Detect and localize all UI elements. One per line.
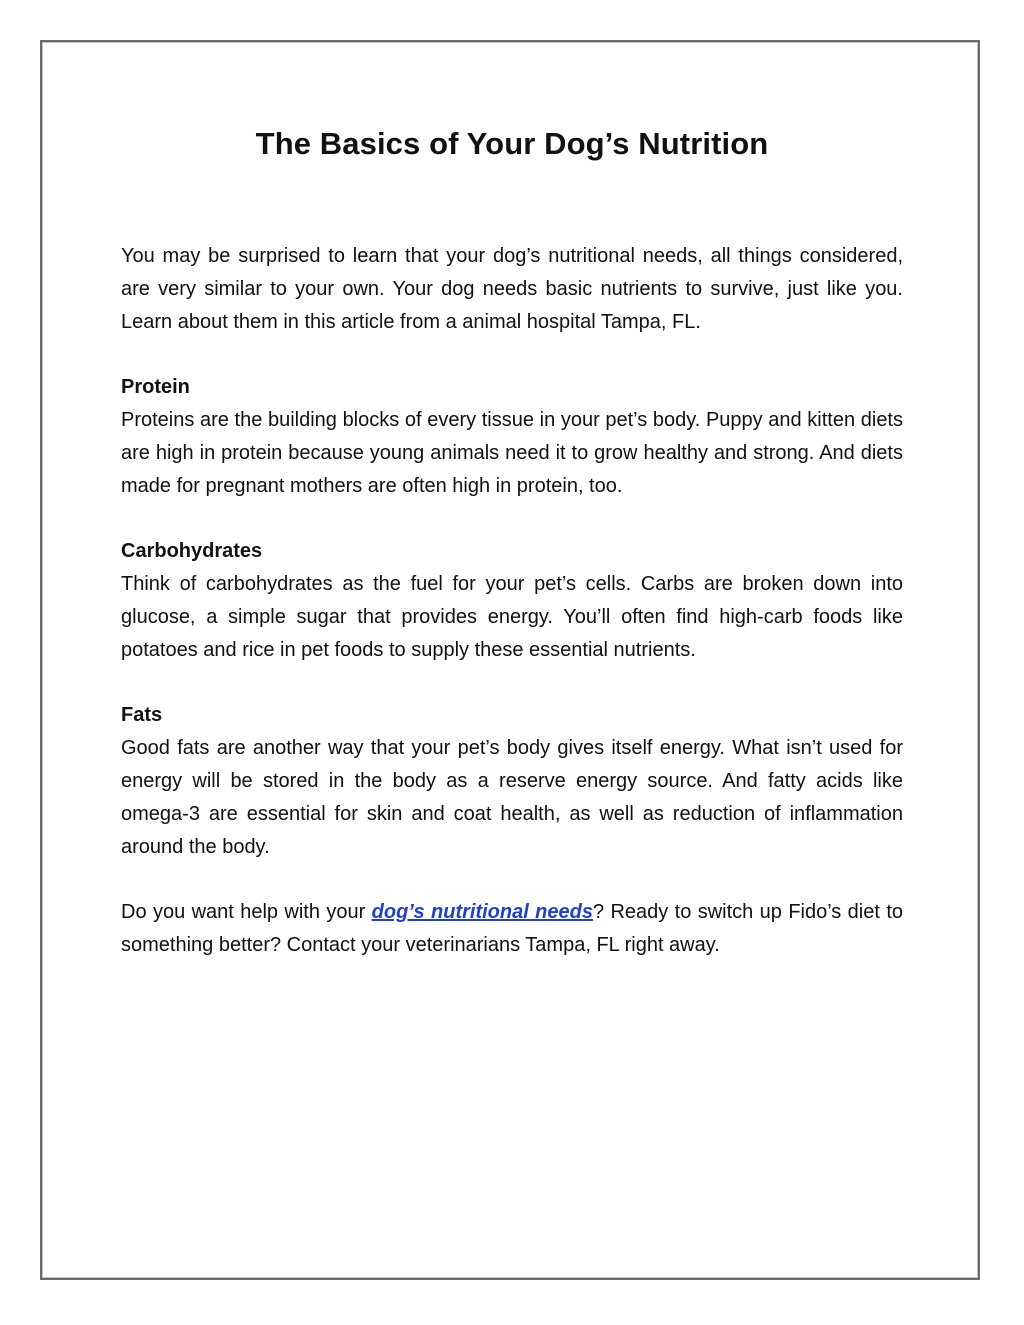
nutritional-needs-link[interactable]: dog’s nutritional needs xyxy=(371,901,593,923)
intro-paragraph: You may be surprised to learn that your dog’s nutritional needs, all things considered, are very similar to your own. Your dog needs basic nutrients to survive, just like you. Learn about them in this article from a animal hospital Tampa, FL. xyxy=(121,245,903,333)
document-title: The Basics of Your Dog’s Nutrition xyxy=(255,126,769,161)
section-body: Think of carbohydrates as the fuel for your pet’s cells. Carbs are broken down into glucose, a simple sugar that provides energy. You’ll often find high-carb foods like potatoes and rice in pet foods to supply these essential nutrients. xyxy=(121,573,903,661)
closing-text-after: ? Ready to switch up Fido’s diet to something better? Contact your veterinarians Tampa, FL right away. xyxy=(121,901,903,956)
document-content xyxy=(121,120,903,962)
section-fats xyxy=(121,699,903,864)
section-protein xyxy=(121,371,903,503)
section-heading: Fats xyxy=(121,704,163,726)
section-heading: Carbohydrates xyxy=(121,540,263,562)
section-body: Good fats are another way that your pet’s body gives itself energy. What isn’t used for energy will be stored in the body as a reserve energy source. And fatty acids like omega-3 are essential for skin and coat health, as well as reduction of inflammation around the body. xyxy=(121,737,903,858)
closing-paragraph xyxy=(121,896,903,962)
section-body: Proteins are the building blocks of every tissue in your pet’s body. Puppy and kitten diets are high in protein because young animals need it to grow healthy and strong. And diets made for pregnant mothers are often high in protein, too. xyxy=(121,409,903,497)
section-heading: Protein xyxy=(121,376,190,398)
section-carbohydrates xyxy=(121,535,903,667)
closing-text-before: Do you want help with your xyxy=(121,901,372,923)
